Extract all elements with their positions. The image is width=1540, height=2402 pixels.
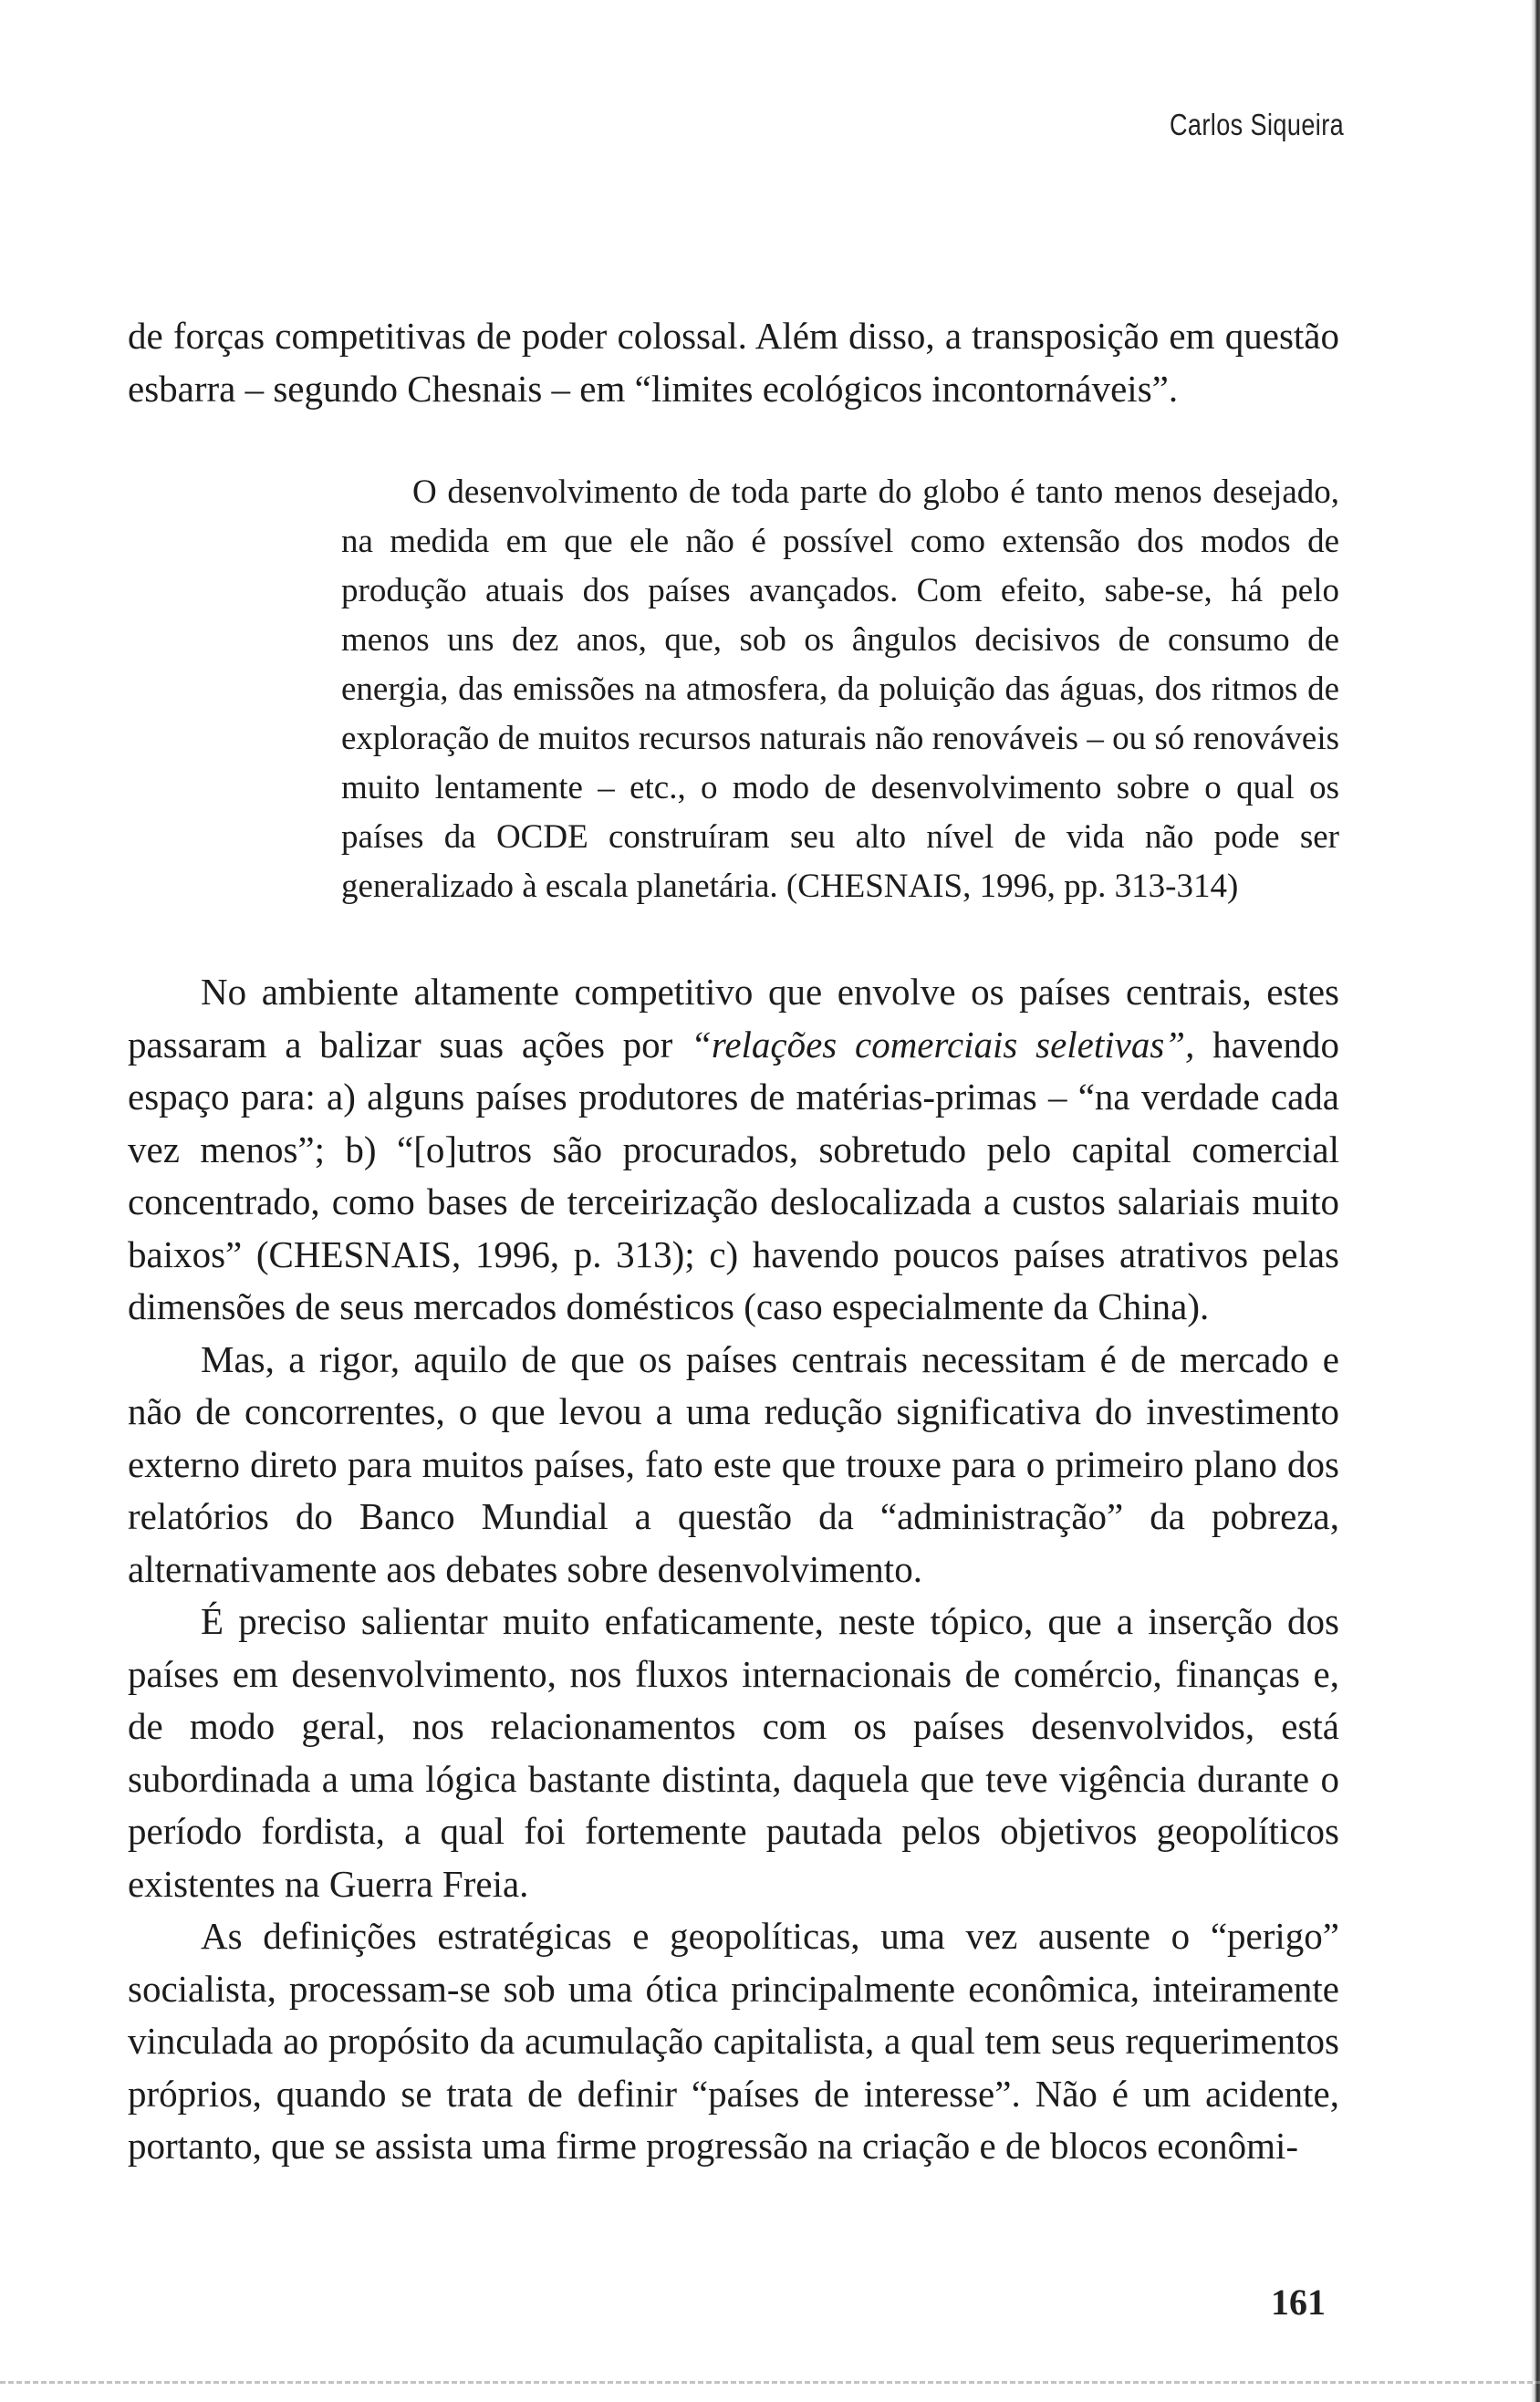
page-body xyxy=(128,310,1339,2173)
block-quote xyxy=(341,468,1339,911)
page-number: 161 xyxy=(1271,2282,1326,2323)
paragraph-2-lead: No ambiente altamente competitivo que envolve os países centrais, estes passaram a balizar suas ações por xyxy=(128,971,1339,1066)
paragraph-insertion-logic: É preciso salientar muito enfaticamente, neste tópico, que a inserção dos países em desenvolvimento, nos fluxos internacionais de comércio, finanças e, de modo geral, nos relacionamentos com os países desenvolvidos, está subordinada a uma lógica bastante distinta, daquela que teve vigência durante o período fordista, a qual foi fortemente pautada pelos objetivos geopolíticos existentes na Guerra Freia. xyxy=(128,1600,1339,1905)
paragraph-2-rest: havendo espaço para: a) alguns países produtores de matérias-primas – “na verdade cada vez menos”; b) “[o]utros são procurados, sobretudo pelo capital comercial concentrado, como bases de terceirização deslocalizada a custos salariais muito baixos” (CHESNAIS, 1996, p. 313); c) havendo poucos países atrativos pelas dimensões de seus mercados domésticos (caso especialmente da China). xyxy=(128,1023,1340,1327)
scan-bottom-edge xyxy=(0,2381,1540,2384)
scan-edge xyxy=(1531,0,1540,2402)
block-quote-text: O desenvolvimento de toda parte do globo é tanto menos desejado, na medida em que ele não é possível como extensão dos modos de produção atuais dos países avançados. Com efeito, sabe-se, há pelo menos uns dez anos, que, sob os ângulos decisivos de consumo de energia, das emissões na atmosfera, da poluição das águas, dos ritmos de exploração de muitos recursos naturais não renováveis – ou só renováveis muito lentamente – etc., o modo de desenvolvimento sobre o qual os países da OCDE construíram seu alto nível de vida não pode ser generalizado à escala planetária. (CHESNAIS, 1996, pp. 313-314) xyxy=(341,473,1339,905)
paragraph-strategic-definitions: As definições estratégicas e geopolíticas, uma vez ausente o “perigo” socialista, processam-se sob uma ótica principalmente econômica, inteiramente vinculada ao propósito da acumulação capitalista, a qual tem seus requerimentos próprios, quando se trata de definir “países de interesse”. Não é um acidente, portanto, que se assista uma firme progressão na criação e de blocos econômi- xyxy=(128,1915,1339,2167)
paragraph-market-competitors: Mas, a rigor, aquilo de que os países centrais necessitam é de mercado e não de concorrentes, o que levou a uma redução significativa do investimento externo direto para muitos países, fato este que trouxe para o primeiro plano dos relatórios do Banco Mundial a questão da “administração” da pobreza, alternativamente aos debates sobre desenvolvimento. xyxy=(128,1337,1339,1590)
running-head-author: Carlos Siqueira xyxy=(1169,108,1344,141)
paragraph-selective-relations xyxy=(128,966,1339,1334)
intro-paragraph: de forças competitivas de poder colossal. Além disso, a transposição em questão esbarra – segundo Chesnais – em “limites ecológicos incontornáveis”. xyxy=(128,315,1339,410)
paragraph-2-italic-phrase: “relações comerciais seletivas”, xyxy=(691,1023,1195,1066)
